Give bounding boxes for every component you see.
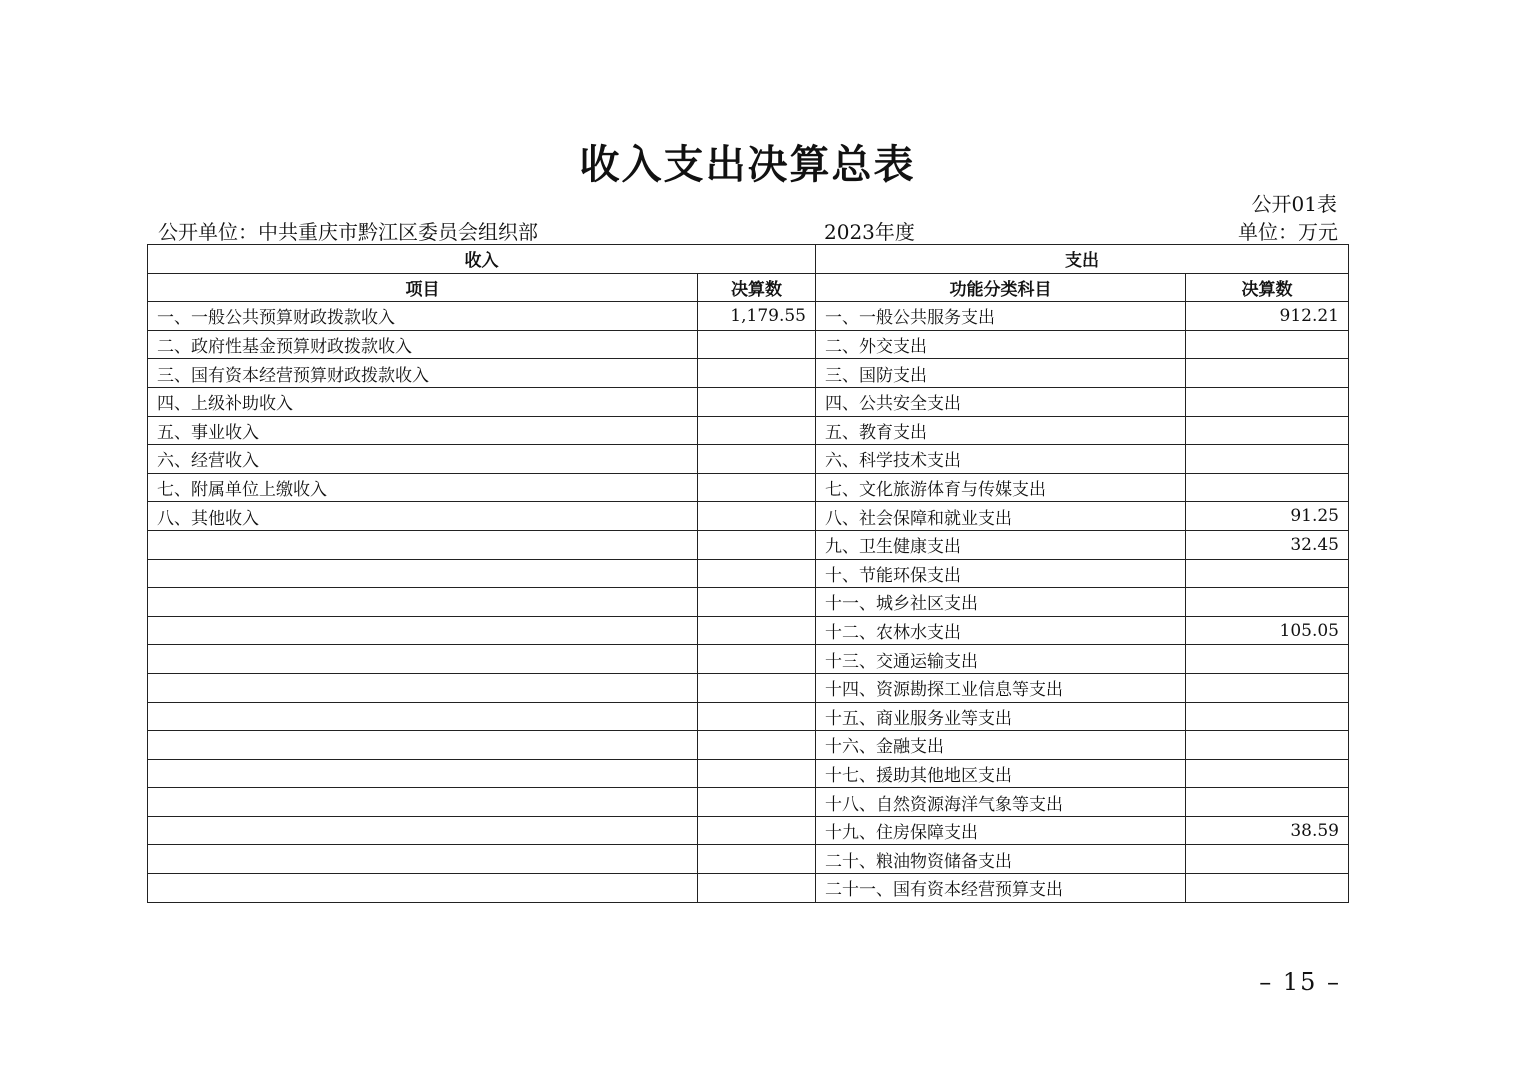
expense-amount-cell xyxy=(1186,588,1349,617)
table-row xyxy=(148,330,1349,359)
expense-amount-cell xyxy=(1186,645,1349,674)
income-item-cell xyxy=(148,616,698,645)
table-row xyxy=(148,559,1349,588)
expense-amount-cell xyxy=(1186,702,1349,731)
income-item-cell xyxy=(148,588,698,617)
income-item-cell xyxy=(148,816,698,845)
expense-item-cell: 六、科学技术支出 xyxy=(816,445,1186,474)
table-row xyxy=(148,616,1349,645)
income-amount-cell xyxy=(698,673,816,702)
expense-item-cell: 十八、自然资源海洋气象等支出 xyxy=(816,788,1186,817)
income-item-cell: 三、国有资本经营预算财政拨款收入 xyxy=(148,359,698,388)
income-amount-cell: 1,179.55 xyxy=(698,302,816,331)
expense-amount-cell xyxy=(1186,387,1349,416)
expense-amount-cell xyxy=(1186,874,1349,903)
expense-amount-cell xyxy=(1186,416,1349,445)
expense-item-cell: 一、一般公共服务支出 xyxy=(816,302,1186,331)
table-row xyxy=(148,645,1349,674)
income-item-cell xyxy=(148,530,698,559)
income-item-cell xyxy=(148,645,698,674)
reporting-unit: 公开单位：中共重庆市黔江区委员会组织部 xyxy=(158,220,538,244)
income-amount-cell xyxy=(698,359,816,388)
expense-amount-cell xyxy=(1186,788,1349,817)
income-amount-cell xyxy=(698,645,816,674)
income-amount-cell xyxy=(698,874,816,903)
table-row xyxy=(148,530,1349,559)
expense-item-cell: 十、节能环保支出 xyxy=(816,559,1186,588)
table-row xyxy=(148,874,1349,903)
expense-item-cell: 三、国防支出 xyxy=(816,359,1186,388)
income-amount-cell xyxy=(698,731,816,760)
table-row xyxy=(148,387,1349,416)
income-amount-cell xyxy=(698,788,816,817)
income-item-cell xyxy=(148,874,698,903)
expense-amount-cell xyxy=(1186,359,1349,388)
expense-amount-cell: 38.59 xyxy=(1186,816,1349,845)
col-expense-amount-header: 决算数 xyxy=(1186,273,1349,302)
expense-item-cell: 十五、商业服务业等支出 xyxy=(816,702,1186,731)
income-amount-cell xyxy=(698,387,816,416)
col-income-amount-header: 决算数 xyxy=(698,273,816,302)
table-number: 公开01表 xyxy=(1251,192,1337,216)
meta-line xyxy=(158,216,1338,242)
expense-amount-cell: 105.05 xyxy=(1186,616,1349,645)
income-item-cell: 四、上级补助收入 xyxy=(148,387,698,416)
expense-amount-cell: 91.25 xyxy=(1186,502,1349,531)
income-expense-table xyxy=(147,244,1349,903)
expense-header: 支出 xyxy=(816,245,1349,274)
table-row xyxy=(148,673,1349,702)
table-group-header-row xyxy=(148,245,1349,274)
income-item-cell xyxy=(148,702,698,731)
expense-amount-cell xyxy=(1186,845,1349,874)
expense-item-cell: 十二、农林水支出 xyxy=(816,616,1186,645)
income-amount-cell xyxy=(698,530,816,559)
table-row xyxy=(148,788,1349,817)
income-item-cell xyxy=(148,731,698,760)
income-item-cell: 八、其他收入 xyxy=(148,502,698,531)
table-row xyxy=(148,731,1349,760)
expense-item-cell: 十一、城乡社区支出 xyxy=(816,588,1186,617)
expense-amount-cell: 32.45 xyxy=(1186,530,1349,559)
expense-amount-cell xyxy=(1186,559,1349,588)
table-row xyxy=(148,759,1349,788)
expense-item-cell: 七、文化旅游体育与传媒支出 xyxy=(816,473,1186,502)
table-row xyxy=(148,502,1349,531)
income-item-cell xyxy=(148,673,698,702)
income-amount-cell xyxy=(698,330,816,359)
table-row xyxy=(148,816,1349,845)
expense-item-cell: 十九、住房保障支出 xyxy=(816,816,1186,845)
table-body xyxy=(148,302,1349,902)
income-item-cell xyxy=(148,759,698,788)
income-amount-cell xyxy=(698,416,816,445)
table-row xyxy=(148,473,1349,502)
expense-item-cell: 二十、粮油物资储备支出 xyxy=(816,845,1186,874)
expense-amount-cell xyxy=(1186,731,1349,760)
income-item-cell: 七、附属单位上缴收入 xyxy=(148,473,698,502)
income-item-cell: 五、事业收入 xyxy=(148,416,698,445)
income-amount-cell xyxy=(698,445,816,474)
expense-item-cell: 十六、金融支出 xyxy=(816,731,1186,760)
expense-item-cell: 九、卫生健康支出 xyxy=(816,530,1186,559)
table-row xyxy=(148,445,1349,474)
income-amount-cell xyxy=(698,588,816,617)
expense-item-cell: 八、社会保障和就业支出 xyxy=(816,502,1186,531)
page-title: 收入支出决算总表 xyxy=(579,141,916,188)
table-row xyxy=(148,416,1349,445)
income-item-cell xyxy=(148,559,698,588)
income-item-cell xyxy=(148,788,698,817)
income-item-cell: 六、经营收入 xyxy=(148,445,698,474)
expense-amount-cell xyxy=(1186,330,1349,359)
income-amount-cell xyxy=(698,502,816,531)
table-row xyxy=(148,702,1349,731)
table-column-header-row xyxy=(148,273,1349,302)
expense-item-cell: 四、公共安全支出 xyxy=(816,387,1186,416)
expense-item-cell: 二、外交支出 xyxy=(816,330,1186,359)
income-item-cell: 一、一般公共预算财政拨款收入 xyxy=(148,302,698,331)
income-item-cell xyxy=(148,845,698,874)
page-number: – 15 – xyxy=(1259,968,1341,996)
income-amount-cell xyxy=(698,845,816,874)
table-row xyxy=(148,845,1349,874)
expense-item-cell: 十三、交通运输支出 xyxy=(816,645,1186,674)
income-amount-cell xyxy=(698,702,816,731)
fiscal-year: 2023年度 xyxy=(824,220,915,244)
income-amount-cell xyxy=(698,759,816,788)
expense-item-cell: 五、教育支出 xyxy=(816,416,1186,445)
currency-unit: 单位：万元 xyxy=(1238,220,1338,244)
table-row xyxy=(148,588,1349,617)
table-row xyxy=(148,302,1349,331)
table-row xyxy=(148,359,1349,388)
expense-amount-cell xyxy=(1186,473,1349,502)
income-item-cell: 二、政府性基金预算财政拨款收入 xyxy=(148,330,698,359)
expense-amount-cell xyxy=(1186,445,1349,474)
expense-amount-cell xyxy=(1186,759,1349,788)
expense-amount-cell xyxy=(1186,673,1349,702)
expense-item-cell: 十四、资源勘探工业信息等支出 xyxy=(816,673,1186,702)
income-amount-cell xyxy=(698,816,816,845)
col-category-header: 功能分类科目 xyxy=(816,273,1186,302)
col-item-header: 项目 xyxy=(148,273,698,302)
income-header: 收入 xyxy=(148,245,816,274)
income-amount-cell xyxy=(698,559,816,588)
income-amount-cell xyxy=(698,616,816,645)
expense-item-cell: 十七、援助其他地区支出 xyxy=(816,759,1186,788)
expense-item-cell: 二十一、国有资本经营预算支出 xyxy=(816,874,1186,903)
expense-amount-cell: 912.21 xyxy=(1186,302,1349,331)
income-amount-cell xyxy=(698,473,816,502)
